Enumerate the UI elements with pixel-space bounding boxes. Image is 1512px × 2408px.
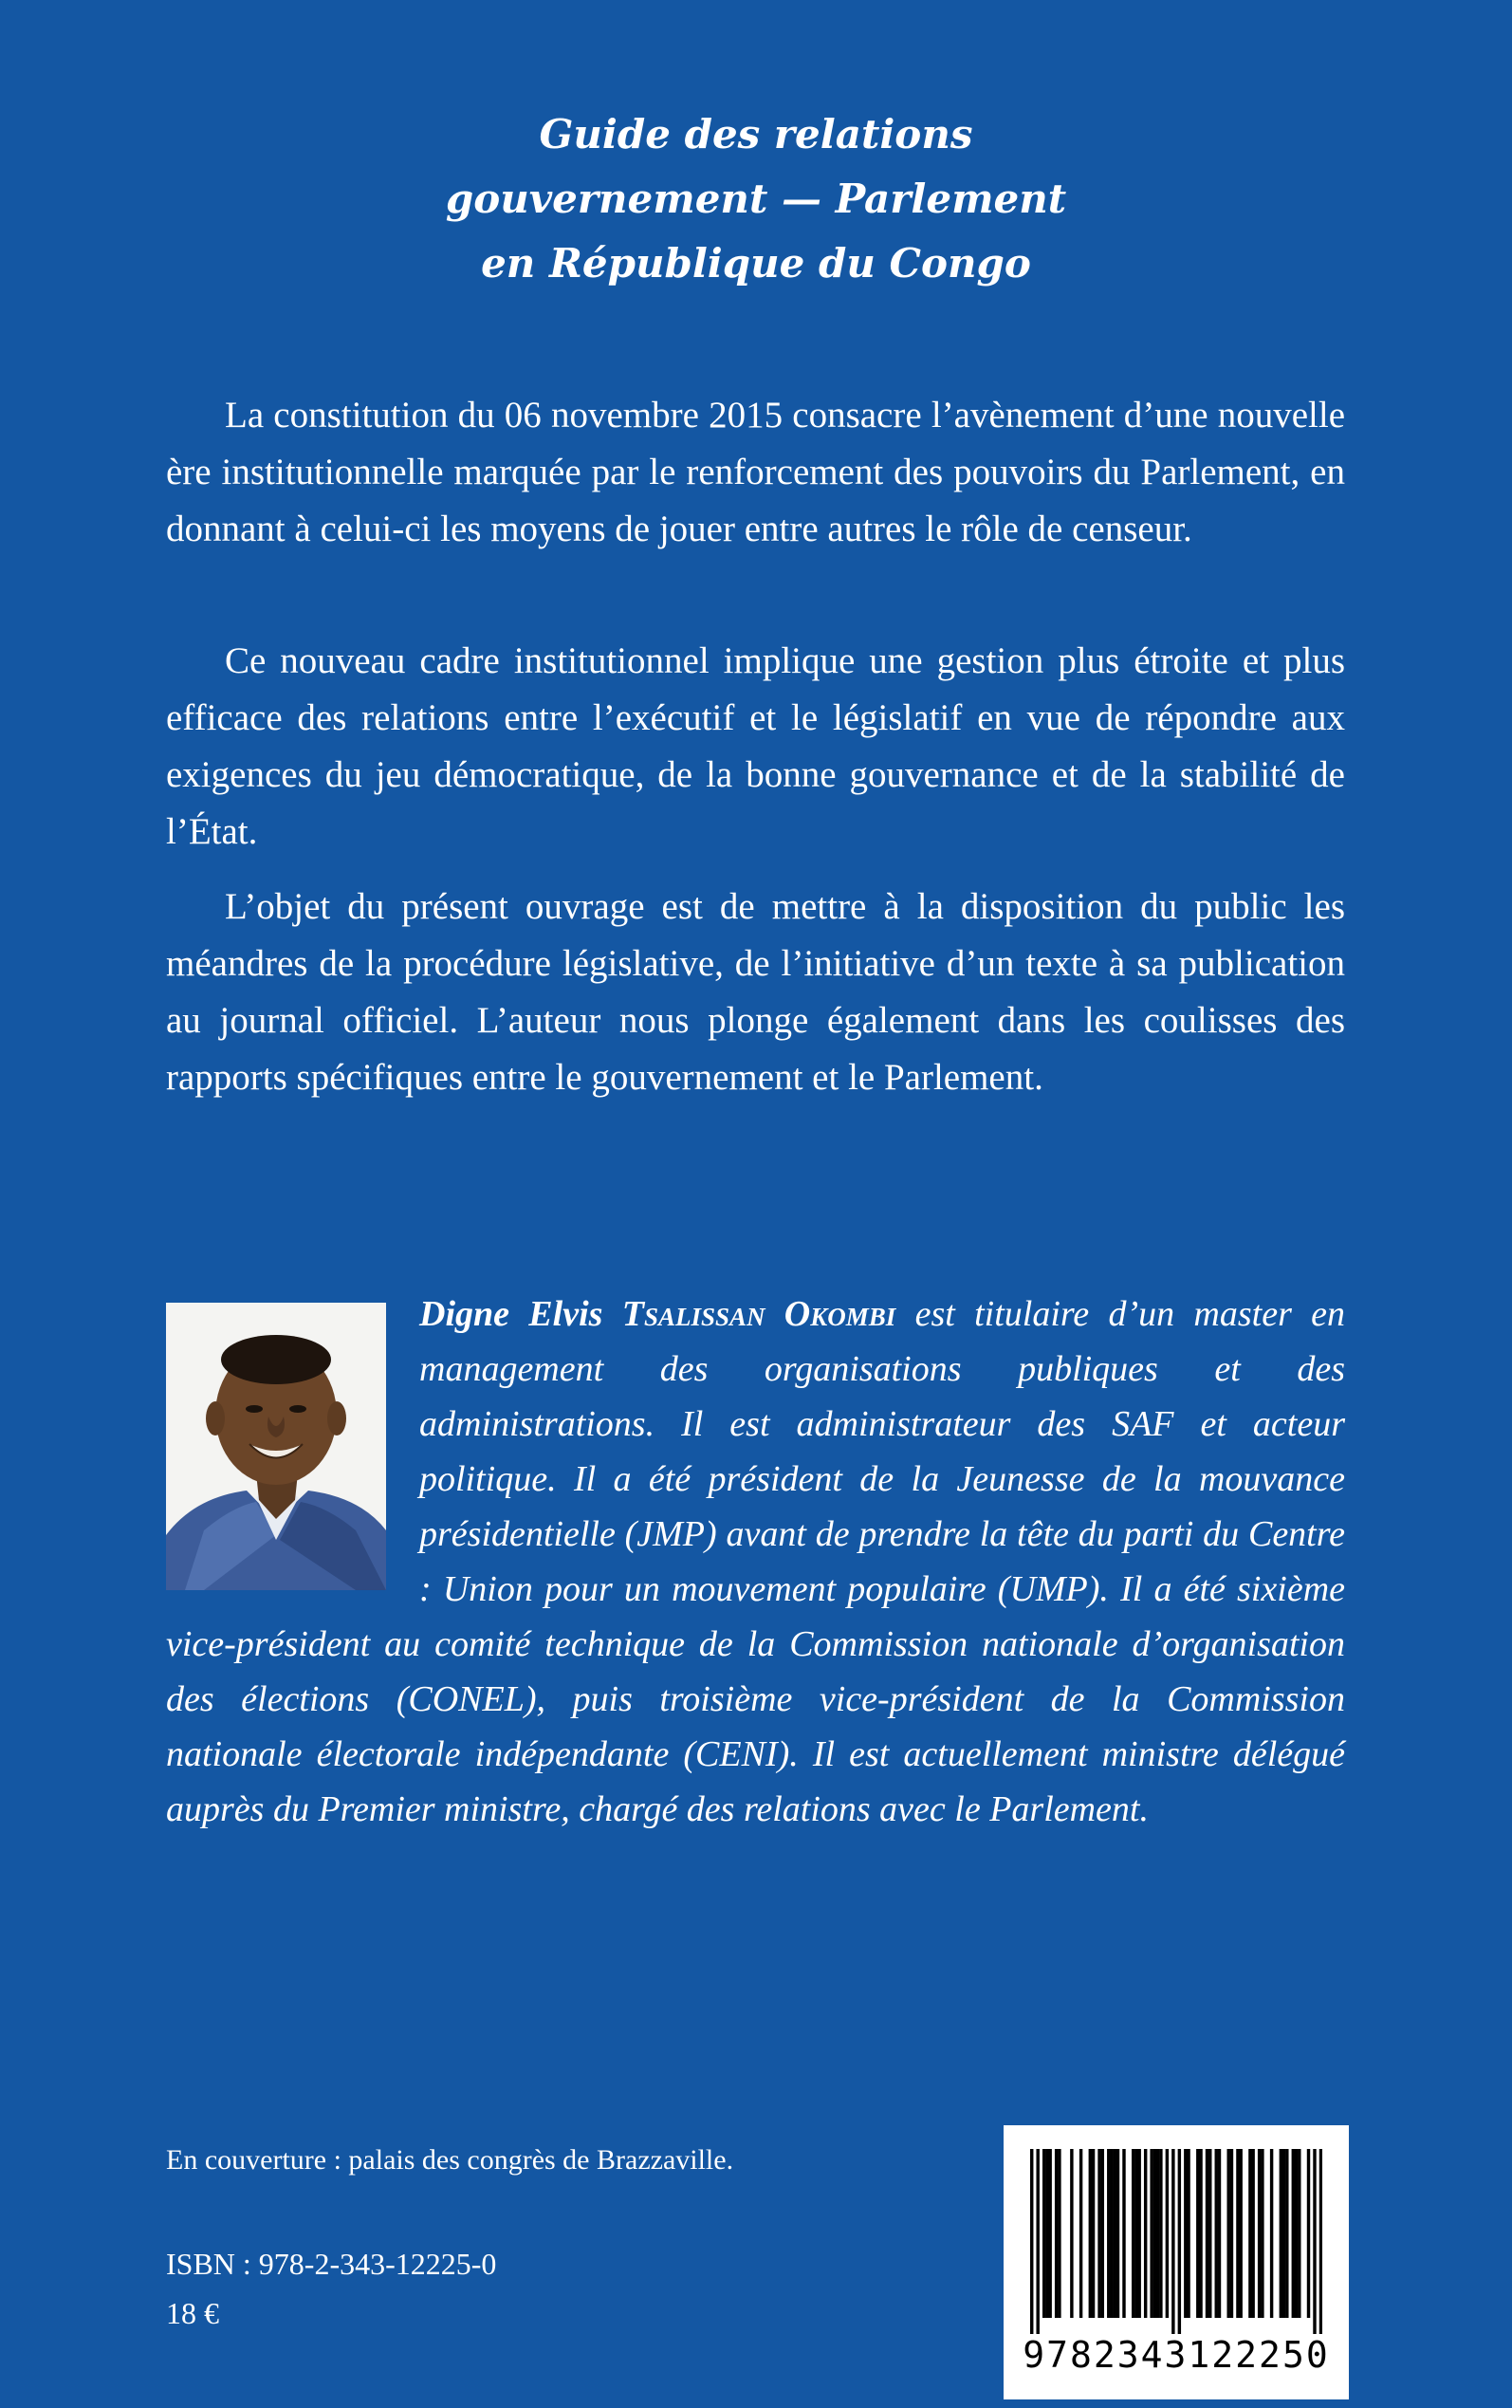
author-first-names: Digne Elvis	[419, 1294, 603, 1334]
barcode-bar	[1208, 2149, 1211, 2318]
barcode-bar	[1184, 2149, 1187, 2318]
photo-spacer	[166, 1287, 419, 1617]
blurb-paragraph-1: La constitution du 06 novembre 2015 consacre l’avènement d’une nouvelle ère institutionnelle marquée par le renforcement des pouvoirs du Parlement, en donnant à celui-ci les moyens de jouer entre autres le rôle de censeur.	[166, 395, 1345, 549]
barcode-bar	[1285, 2149, 1288, 2318]
barcode-bar	[1178, 2149, 1181, 2334]
barcode-bar	[1307, 2149, 1310, 2318]
barcode-bar	[1206, 2149, 1208, 2318]
author-bio-text: est titulaire d’un master en management des organisations publiques et des administrations. Il est administrateur des SAF et acteur politique. Il a été président de la Jeunesse de la mouvance présidentielle (JMP) avant de prendre la tête du parti du Centre : Union pour un mouvement populaire (UMP). Il a été sixième vice-président au comité technique de la Commission nationale d’organisation des élections (CONEL), puis troisième vice-président de la Commission nationale électorale indépendante (CENI). Il est actuellement ministre délégué auprès du Premier ministre, chargé des relations avec le Parlement.	[166, 1294, 1346, 1829]
barcode-bar	[1280, 2149, 1282, 2318]
barcode-bar	[1132, 2149, 1134, 2318]
barcode-bar	[1137, 2149, 1140, 2318]
barcode-bar	[1251, 2149, 1254, 2318]
barcode-bar	[1122, 2149, 1125, 2318]
barcode-bar	[1150, 2149, 1152, 2318]
barcode-bar	[1156, 2149, 1159, 2318]
barcode-bar	[1319, 2149, 1322, 2334]
barcode-number: 9782343122250	[1023, 2334, 1330, 2376]
barcode	[1004, 2125, 1349, 2399]
barcode-bar	[1058, 2149, 1060, 2318]
barcode-bar	[1079, 2149, 1082, 2318]
barcode-bar	[1282, 2149, 1285, 2318]
barcode-bar	[1089, 2149, 1092, 2318]
barcode-bar	[1048, 2149, 1051, 2318]
blurb-paragraph-2: Ce nouveau cadre institutionnel implique une gestion plus étroite et plus efficace des relations entre l’exécutif et le législatif en vue de répondre aux exigences du jeu démocratique, de la bonne gouvernance et de la stabilité de l’État.	[166, 640, 1345, 852]
barcode-bar	[1171, 2149, 1174, 2334]
blurb-paragraph-3: L’objet du présent ouvrage est de mettre à la disposition du public les méandres de la procédure législative, de l’initiative d’un texte à sa publication au journal officiel. L’auteur nous plonge également dans les coulisses des rapports spécifiques entre le gouvernement et le Parlement.	[166, 886, 1345, 1098]
barcode-bar	[1030, 2149, 1033, 2334]
barcode-bar	[1110, 2149, 1113, 2318]
barcode-bar	[1070, 2149, 1073, 2318]
barcode-bar	[1055, 2149, 1058, 2318]
barcode-bar	[1045, 2149, 1048, 2318]
barcode-bar	[1036, 2149, 1039, 2334]
barcode-bar	[1298, 2149, 1300, 2318]
barcode-bar	[1261, 2149, 1263, 2318]
barcode-bar	[1230, 2149, 1233, 2318]
barcode-bar	[1215, 2149, 1218, 2318]
title-line-2: gouvernement — Parlement	[445, 176, 1067, 222]
price: 18 €	[166, 2296, 219, 2330]
barcode-bar	[1292, 2149, 1295, 2318]
barcode-bar	[1226, 2149, 1229, 2318]
barcode-bar	[1042, 2149, 1045, 2318]
barcode-bar	[1134, 2149, 1137, 2318]
barcode-bar	[1187, 2149, 1189, 2318]
title-line-3: en République du Congo	[481, 240, 1031, 287]
barcode-bar	[1295, 2149, 1298, 2318]
barcode-bar	[1159, 2149, 1162, 2318]
barcode-bar	[1199, 2149, 1202, 2318]
barcode-bar	[1144, 2149, 1147, 2318]
author-bio	[166, 1287, 1345, 1837]
barcode-bar	[1114, 2149, 1116, 2318]
barcode-bar	[1097, 2149, 1100, 2318]
barcode-bar	[1116, 2149, 1119, 2318]
barcode-bar	[1258, 2149, 1261, 2318]
barcode-bar	[1239, 2149, 1242, 2318]
barcode-bar	[1092, 2149, 1095, 2318]
cover-credit: En couverture : palais des congrès de Brazzaville.	[166, 2144, 734, 2176]
isbn: ISBN : 978-2-343-12225-0	[166, 2247, 497, 2281]
barcode-bar	[1236, 2149, 1239, 2318]
barcode-bar	[1218, 2149, 1221, 2318]
barcode-bar	[1270, 2149, 1273, 2318]
barcode-bar	[1153, 2149, 1156, 2318]
barcode-bar	[1196, 2149, 1199, 2318]
title-line-1: Guide des relations	[539, 111, 973, 157]
barcode-bars	[1030, 2149, 1322, 2334]
barcode-bar	[1248, 2149, 1251, 2318]
barcode-bar	[1166, 2149, 1169, 2318]
barcode-bar	[1107, 2149, 1110, 2318]
barcode-bar	[1101, 2149, 1104, 2318]
barcode-bar	[1313, 2149, 1316, 2334]
book-title	[0, 102, 1512, 296]
author-surname: Tsalissan Okombi	[621, 1294, 896, 1334]
